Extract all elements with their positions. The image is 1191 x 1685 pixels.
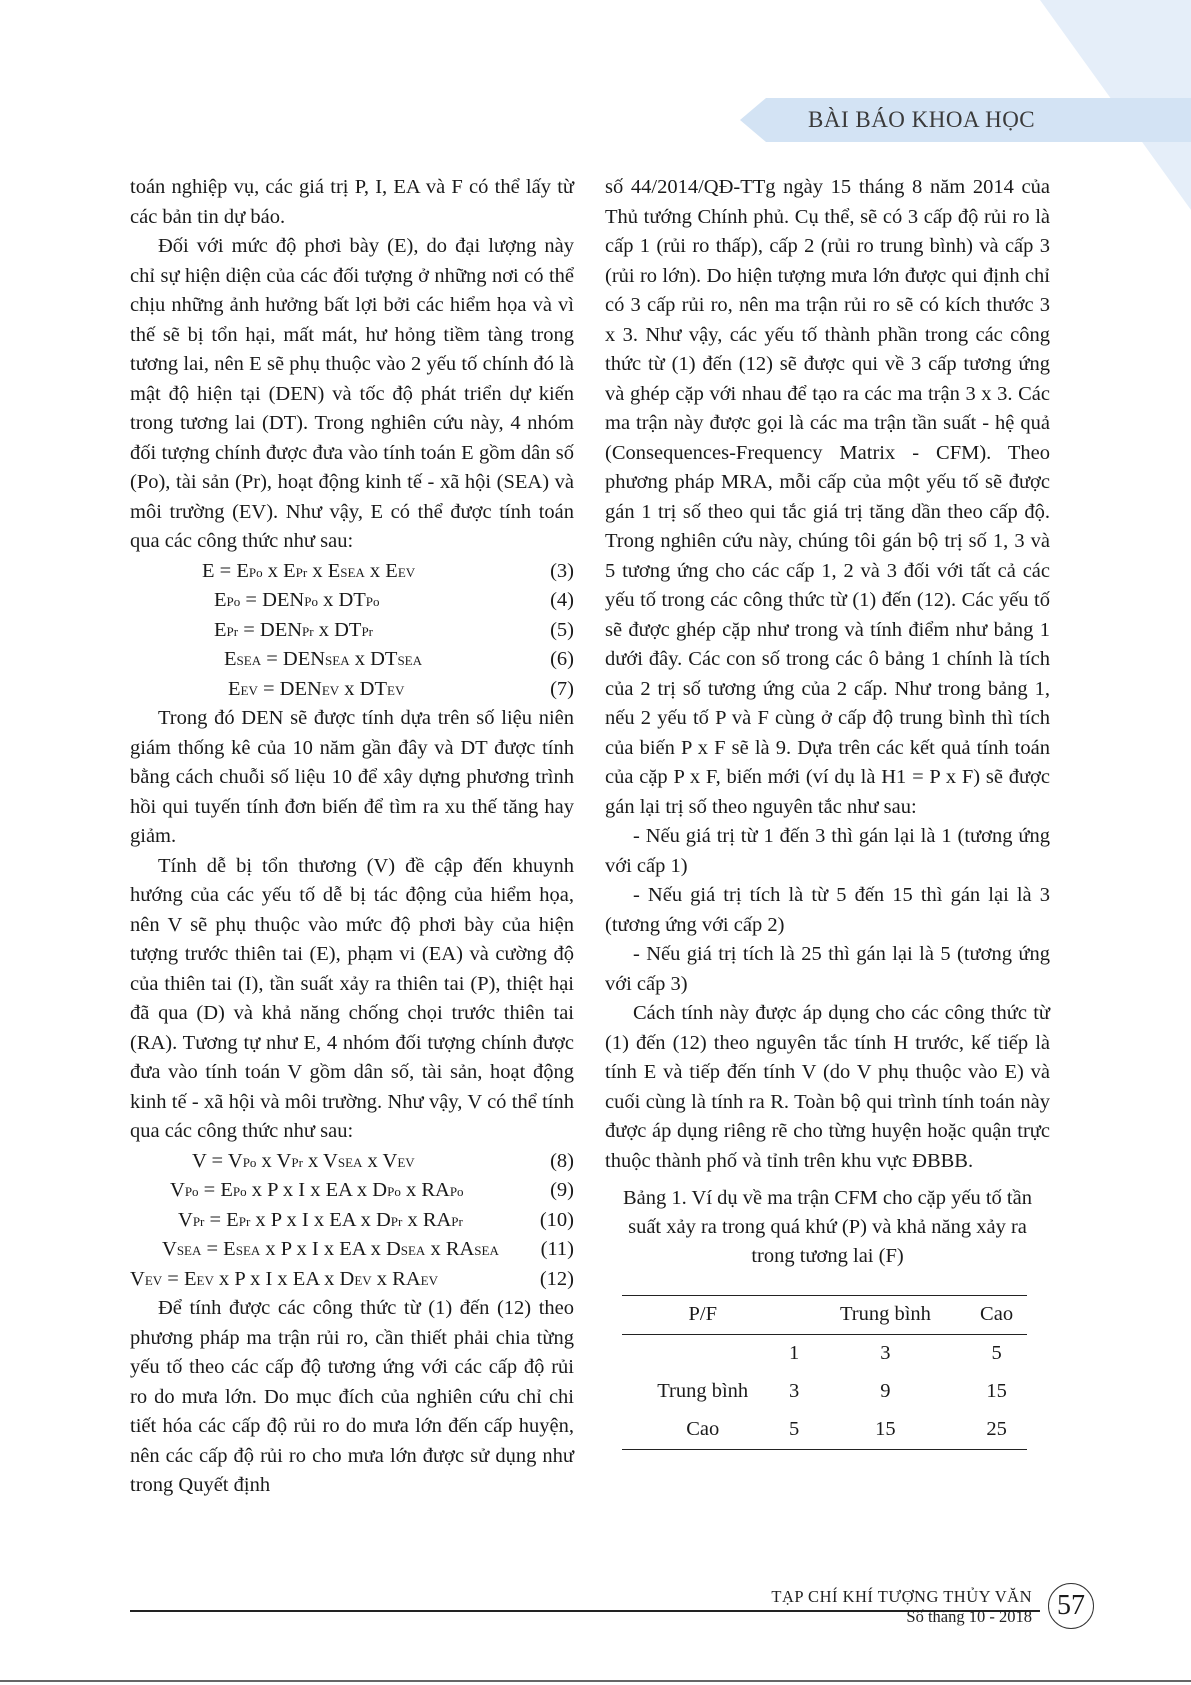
- table-cell: 5: [991, 1342, 1002, 1365]
- equation-7: EEV = DENEV x DTEV (7): [228, 677, 574, 700]
- paragraph: Cách tính này được áp dụng cho các công thức từ (1) đến (12) theo nguyên tắc tính H trước, kế tiếp là tính E và tiếp đến tính V (do V phụ thuộc vào E) và cuối cùng là tính ra R. Toàn bộ qui trình tính toán này được áp dụng riêng rẽ cho từng huyện hoặc quận trực thuộc thành phố và tỉnh trên khu vực ĐBBB.: [605, 1002, 1050, 1172]
- paragraph: Để tính được các công thức từ (1) đến (12) theo phương pháp ma trận rủi ro, cần thiết phải chia từng yếu tố theo các cấp độ tương ứng với các cấp độ rủi ro do mưa lớn. Do mục đích của nghiên cứu chỉ chi tiết hóa các cấp độ rủi ro do mưa lớn đến cấp huyện, nên các cấp độ rủi ro cho mưa lớn được sử dụng như trong Quyết định: [130, 1297, 574, 1496]
- equation-10: VPr = EPr x P x I x EA x DPr x RAPr (10): [178, 1208, 574, 1231]
- table-header-cell: P/F: [622, 1296, 783, 1335]
- equation-12: VEV = EEV x P x I x EA x DEV x RAEV (12): [130, 1267, 574, 1290]
- paragraph: toán nghiệp vụ, các giá trị P, I, EA và F có thể lấy từ các bản tin dự báo.: [130, 176, 574, 228]
- section-label: BÀI BÁO KHOA HỌC: [808, 107, 1036, 132]
- table-header-cell: Cao: [966, 1296, 1027, 1335]
- table-cell: 15: [986, 1380, 1007, 1403]
- equation-4: EPo = DENPo x DTPo (4): [214, 589, 574, 611]
- table-cell: [622, 1335, 783, 1374]
- list-item: - Nếu giá trị từ 1 đến 3 thì gán lại là 1 (tương ứng với cấp 1): [605, 825, 1050, 877]
- page-number: 57: [1048, 1583, 1094, 1629]
- equation-6: ESEA = DENSEA x DTSEA (6): [224, 648, 574, 670]
- table-cell: Trung bình: [657, 1380, 749, 1403]
- paragraph: Trong đó DEN sẽ được tính dựa trên số liệu niên giám thống kê của 10 năm gần đây và DT được tính bằng cách chuỗi số liệu 10 để xây dựng phương trình hồi qui tuyến tính đơn biến để tìm ra xu thế tăng hay giảm.: [130, 707, 574, 847]
- cfm-table: [622, 1295, 1027, 1450]
- list-item: - Nếu giá trị tích là 25 thì gán lại là 5 (tương ứng với cấp 3): [605, 943, 1050, 995]
- equation-5: EPr = DENPr x DTPr (5): [214, 618, 574, 641]
- table-header-cell: [783, 1296, 804, 1335]
- table-cell: 9: [880, 1380, 891, 1403]
- journal-name: TẠP CHÍ KHÍ TƯỢNG THỦY VĂN: [771, 1587, 1032, 1606]
- table-row: [622, 1335, 1027, 1374]
- paragraph: Đối với mức độ phơi bày (E), do đại lượng này chỉ sự hiện diện của các đối tượng ở những nơi có thể chịu những ảnh hưởng bất lợi bởi các hiểm họa và vì thế sẽ bị tổn hại, mất mát, hư hỏng tiềm tàng trong tương lai, nên E sẽ phụ thuộc vào 2 yếu tố chính đó là mật độ hiện tại (DEN) và tốc độ phát triển dự kiến trong tương lai (DT). Trong nghiên cứu này, 4 nhóm đối tượng chính được đưa vào tính toán E gồm dân số (Po), tài sản (Pr), hoạt động kinh tế - xã hội (SEA) và môi trường (EV). Như vậy, E có thể được tính toán qua các công thức như sau:: [130, 235, 574, 552]
- paragraph: Tính dễ bị tổn thương (V) đề cập đến khuynh hướng của các yếu tố dễ bị tác động của hiểm họa, nên V sẽ phụ thuộc vào mức độ phơi bày của hiện tượng trước thiên tai (E), phạm vi (EA) và cường độ của thiên tai (I), tần suất xảy ra thiên tai (P), thiệt hại đã qua (D) và khả năng chống chọi trước thiên tai (RA). Tương tự như E, 4 nhóm đối tượng chính được đưa vào tính toán V gồm dân số, tài sản, hoạt động kinh tế - xã hội và môi trường. Như vậy, V có thể tính qua các công thức như sau:: [130, 854, 574, 1142]
- equation-8: V = VPo x VPr x VSEA x VEV (8): [192, 1149, 574, 1172]
- left-column: [130, 173, 574, 1501]
- table-cell: 1: [788, 1342, 800, 1365]
- table-row: [622, 1411, 1027, 1450]
- equation-3: E = EPo x EPr x ESEA x EEV (3): [202, 559, 574, 582]
- table-cell: 15: [805, 1411, 966, 1450]
- list-item: - Nếu giá trị tích là từ 5 đến 15 thì gán lại là 3 (tương ứng với cấp 2): [605, 884, 1050, 936]
- equation-11: VSEA = ESEA x P x I x EA x DSEA x RASEA (11): [162, 1238, 574, 1260]
- table-caption: Bảng 1. Ví dụ về ma trận CFM cho cặp yếu tố tần suất xảy ra trong quá khứ (P) và khả năng xảy ra trong tương lai (F): [623, 1187, 1032, 1267]
- table-row: [622, 1373, 1027, 1411]
- table-header-cell: Trung bình: [805, 1296, 966, 1335]
- right-column: [605, 173, 1050, 1450]
- table-cell: Cao: [622, 1411, 783, 1450]
- table-cell: 3: [880, 1342, 891, 1365]
- table-cell: 25: [966, 1411, 1027, 1450]
- paragraph: số 44/2014/QĐ-TTg ngày 15 tháng 8 năm 2014 của Thủ tướng Chính phủ. Cụ thể, sẽ có 3 cấp độ rủi ro là cấp 1 (rủi ro thấp), cấp 2 (rủi ro trung bình) và cấp 3 (rủi ro lớn). Do hiện tượng mưa lớn được qui định chỉ có 3 cấp rủi ro, nên ma trận rủi ro sẽ có kích thước 3 x 3. Như vậy, các yếu tố thành phần trong các công thức từ (1) đến (12) sẽ được qui về 3 cấp tương ứng và ghép cặp với nhau để tạo ra các ma trận 3 x 3. Các ma trận này được gọi là các ma trận tần suất - hệ quả (Consequences-Frequency Matrix - CFM). Theo phương pháp MRA, mỗi cấp của một yếu tố sẽ được gán 1 trị số theo qui tắc giá trị tăng dần theo cấp độ. Trong nghiên cứu này, chúng tôi gán bộ trị số 1, 3 và 5 tương ứng cho các cấp 1, 2 và 3 đối với tất cả các yếu tố trong các công thức từ (1) đến (12). Các yếu tố sẽ được ghép cặp như trong và tính điểm như bảng 1 dưới đây. Các con số trong các ô bảng 1 chính là tích của 2 trị số tương ứng của 2 cấp. Như trong bảng 1, nếu 2 yếu tố P và F cùng ở cấp độ trung bình thì tích của biến P x F sẽ là 9. Dựa trên các kết quả tính toán của cặp P x F, biến mới (ví dụ là H1 = P x F) sẽ được gán lại trị số theo nguyên tắc như sau:: [605, 176, 1050, 818]
- table-header-row: [622, 1296, 1027, 1335]
- issue-label: Số tháng 10 - 2018: [906, 1607, 1032, 1626]
- table-cell: 3: [788, 1380, 800, 1403]
- equation-9: VPo = EPo x P x I x EA x DPo x RAPo (9): [170, 1179, 574, 1201]
- table-cell: 5: [783, 1411, 804, 1450]
- page-bottom-rule: [0, 1680, 1191, 1682]
